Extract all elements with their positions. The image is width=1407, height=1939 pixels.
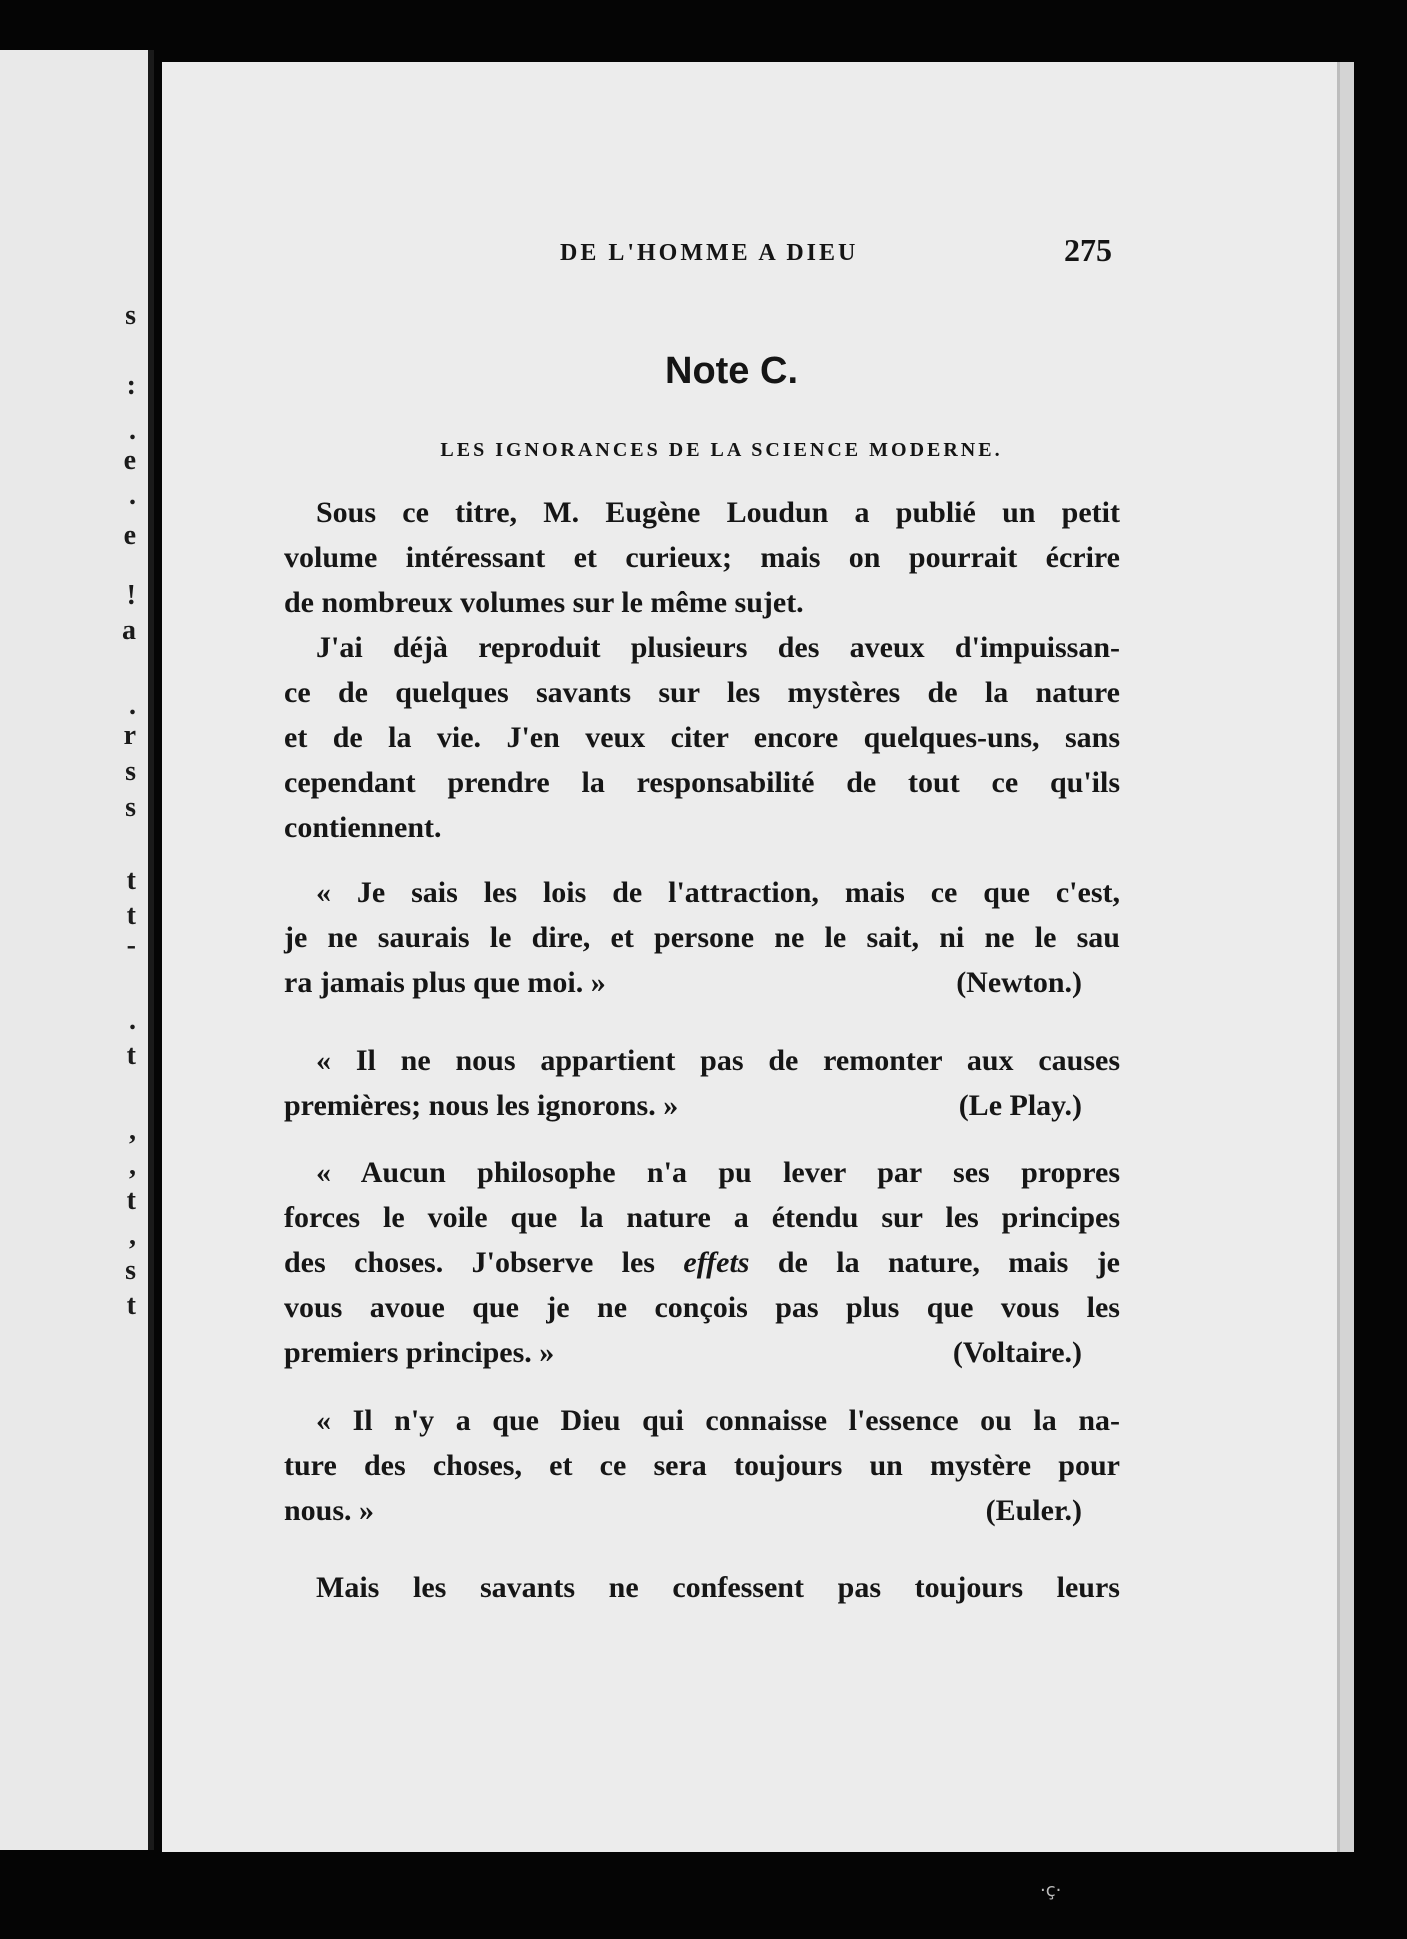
margin-char: s [125, 756, 136, 787]
margin-char: t [126, 900, 136, 931]
note-subtitle: LES IGNORANCES DE LA SCIENCE MODERNE. [440, 439, 1003, 461]
margin-char: , [129, 1220, 136, 1251]
margin-char: e [123, 445, 136, 476]
margin-char: s [125, 1255, 136, 1286]
margin-char: - [126, 930, 136, 961]
margin-char: t [126, 1185, 136, 1216]
scan-artifact-mark: ·ç· [1040, 1880, 1062, 1901]
text-line: « Je sais les lois de l'attraction, mais ce que c'est, [316, 876, 1120, 909]
margin-char: ! [126, 580, 136, 611]
margin-char: . [129, 1005, 136, 1036]
text-line: forces le voile que la nature a étendu sur les principes [284, 1201, 1120, 1234]
text-line: vous avoue que je ne conçois pas plus que vous les [284, 1291, 1120, 1324]
margin-char: . [129, 480, 136, 511]
quote-author: (Le Play.) [958, 1089, 1082, 1122]
paragraph-final [284, 1565, 1120, 1610]
quote-le-play [284, 1038, 1120, 1128]
margin-char: t [126, 1040, 136, 1071]
text-line: « Il ne nous appartient pas de remonter aux causes [316, 1044, 1120, 1077]
margin-char: : [126, 370, 136, 401]
margin-char: s [125, 792, 136, 823]
text-line-with-emphasis [284, 1240, 1120, 1285]
text-line: Sous ce titre, M. Eugène Loudun a publié un petit [316, 496, 1120, 529]
text-line: premiers principes. » [284, 1336, 555, 1369]
attribution-line [284, 1488, 1120, 1533]
text-line: « Il n'y a que Dieu qui connaisse l'essence ou la na- [316, 1404, 1120, 1437]
running-title: DE L'HOMME A DIEU [560, 240, 859, 266]
margin-char: s [125, 300, 136, 331]
margin-char: , [129, 1150, 136, 1181]
quote-author: (Voltaire.) [952, 1336, 1082, 1369]
margin-char: , [129, 1115, 136, 1146]
note-title: Note C. [665, 350, 798, 392]
text-line: de nombreux volumes sur le même sujet. [284, 586, 804, 619]
text-line: et de la vie. J'en veux citer encore quelques-uns, sans [284, 721, 1120, 754]
text-segment: des choses. J'observe les [284, 1246, 684, 1279]
margin-char: a [122, 615, 136, 646]
text-line: « Aucun philosophe n'a pu lever par ses propres [316, 1156, 1120, 1189]
quote-newton [284, 870, 1120, 1005]
attribution-line [284, 1083, 1120, 1128]
quote-voltaire [284, 1150, 1120, 1375]
text-line: ra jamais plus que moi. » [284, 966, 606, 999]
attribution-line [284, 960, 1120, 1005]
text-line: cependant prendre la responsabilité de tout ce qu'ils [284, 766, 1120, 799]
margin-char: . [129, 415, 136, 446]
text-line: ture des choses, et ce sera toujours un mystère pour [284, 1449, 1120, 1482]
previous-page-edge [0, 50, 154, 1850]
text-line: premières; nous les ignorons. » [284, 1089, 679, 1122]
text-line: Mais les savants ne confessent pas toujours leurs [316, 1571, 1120, 1604]
text-line: contiennent. [284, 811, 442, 844]
margin-char: t [126, 1290, 136, 1321]
quote-author: (Newton.) [956, 966, 1082, 999]
margin-char: . [129, 690, 136, 721]
text-line: ce de quelques savants sur les mystères de la nature [284, 676, 1120, 709]
text-line: volume intéressant et curieux; mais on pourrait écrire [284, 541, 1120, 574]
paragraph-aveux [284, 625, 1120, 850]
quote-author: (Euler.) [985, 1494, 1082, 1527]
attribution-line [284, 1330, 1120, 1375]
text-line: J'ai déjà reproduit plusieurs des aveux d'impuissan- [316, 631, 1120, 664]
quote-euler [284, 1398, 1120, 1533]
margin-char: e [123, 520, 136, 551]
emphasis-text: effets [683, 1246, 750, 1279]
margin-char: t [126, 865, 136, 896]
margin-char: r [123, 720, 136, 751]
paragraph-intro [284, 490, 1120, 625]
page-number: 275 [1064, 232, 1112, 268]
text-line: je ne saurais le dire, et persone ne le sait, ni ne le sau [284, 921, 1120, 954]
text-line: nous. » [284, 1494, 375, 1527]
text-segment: de la nature, mais je [749, 1246, 1121, 1279]
